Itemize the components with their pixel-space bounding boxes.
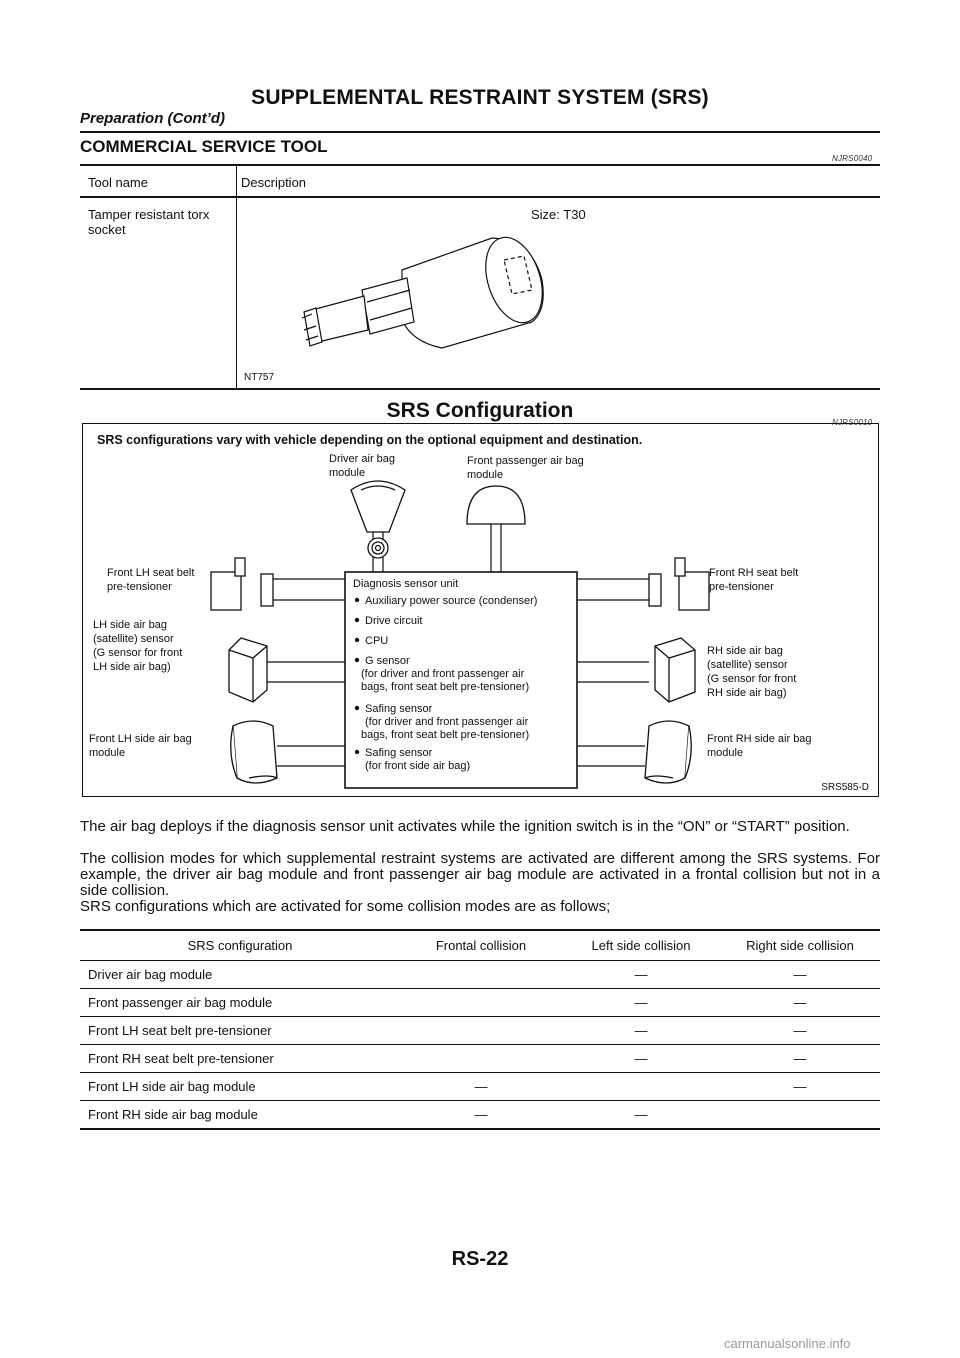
table-cell-right-side: — [720, 961, 880, 989]
label-passenger-1: module [467, 469, 504, 481]
label-rh-sensor-3: RH side air bag) [707, 687, 787, 699]
table-cell-right-side [720, 1101, 880, 1130]
unit-bullet [355, 638, 359, 642]
label-lh-sensor-2: (G sensor for front [93, 647, 183, 659]
label-driver-0: Driver air bag [329, 453, 396, 465]
table-cell-frontal [400, 1045, 562, 1073]
label-rh-pretensioner-1: pre-tensioner [709, 581, 774, 593]
table-top-rule [80, 164, 880, 166]
label-lh-sensor-0: LH side air bag [93, 619, 167, 631]
table-cell-right-side: — [720, 1045, 880, 1073]
srs-activation-table [80, 929, 880, 1130]
unit-item-1: Drive circuit [365, 615, 423, 627]
passenger-air-bag-icon [467, 486, 525, 524]
label-rh-sensor-2: (G sensor for front [707, 673, 797, 685]
unit-bullet [355, 618, 359, 622]
table-row [80, 1045, 880, 1073]
label-passenger-0: Front passenger air bag [467, 455, 584, 467]
table-cell-left-side: — [562, 1101, 720, 1130]
table-cell-frontal [400, 1017, 562, 1045]
table-cell-left-side: — [562, 989, 720, 1017]
table-cell-configuration: Front passenger air bag module [80, 989, 400, 1017]
tool-table-header-description: Description [241, 175, 307, 190]
unit-bullet [355, 750, 359, 754]
table-cell-left-side: — [562, 1045, 720, 1073]
paragraph-deploy: The air bag deploys if the diagnosis sensor unit activates while the ignition switch is in the “ON” or “START” position. [80, 818, 850, 835]
table-header-cell: Left side collision [562, 930, 720, 961]
label-rh-sensor-1: (satellite) sensor [707, 659, 788, 671]
tool-name: Tamper resistant torx socket [88, 207, 210, 237]
label-lh-pretensioner-1: pre-tensioner [107, 581, 172, 593]
lh-pretensioner-icon [211, 558, 273, 610]
table-cell-frontal: — [400, 1073, 562, 1101]
table-cell-configuration: Front LH seat belt pre-tensioner [80, 1017, 400, 1045]
table-cell-left-side: — [562, 1017, 720, 1045]
section-title-service-tool: COMMERCIAL SERVICE TOOL [80, 137, 328, 156]
srs-configuration-diagram [82, 423, 879, 797]
rh-pretensioner-icon [649, 558, 709, 610]
driver-air-bag-icon [351, 481, 405, 558]
unit-item-0: Auxiliary power source (condenser) [365, 595, 538, 607]
tool-table-header-rule [80, 196, 880, 198]
unit-item-4-line-1: (for driver and front passenger air [365, 716, 529, 728]
table-row [80, 961, 880, 989]
table-header-cell: Frontal collision [400, 930, 562, 961]
torx-socket-illustration [242, 230, 562, 370]
rh-side-module-icon [645, 721, 691, 783]
paragraph-collision-modes: The collision modes for which supplemental restraint systems are activated are different among the SRS systems. For example, the driver air bag module and front passenger air bag module are activated in a frontal collision but not in a side collision. [80, 850, 880, 899]
page-header-title: SUPPLEMENTAL RESTRAINT SYSTEM (SRS) [251, 86, 709, 109]
unit-item-2: CPU [365, 635, 389, 647]
table-row [80, 989, 880, 1017]
table-row [80, 1101, 880, 1130]
table-row [80, 1017, 880, 1045]
label-rh-side-module-0: Front RH side air bag [707, 733, 812, 745]
unit-item-5-line-1: (for front side air bag) [365, 760, 471, 772]
label-rh-side-module-1: module [707, 747, 744, 759]
table-cell-right-side: — [720, 989, 880, 1017]
table-cell-right-side: — [720, 1017, 880, 1045]
label-lh-pretensioner-0: Front LH seat belt [107, 567, 195, 579]
unit-item-3-line-2: bags, front seat belt pre-tensioner) [361, 681, 530, 693]
table-cell-left-side [562, 1073, 720, 1101]
page-header-subtitle: Preparation (Cont’d) [80, 110, 225, 127]
label-rh-pretensioner-0: Front RH seat belt [709, 567, 799, 579]
tool-figure-id: NT757 [244, 372, 275, 383]
section-title-srs-configuration: SRS Configuration [386, 399, 574, 422]
table-header-row [80, 930, 880, 961]
tool-table-header-name: Tool name [88, 175, 148, 190]
lh-sensor-icon [229, 638, 267, 702]
label-driver-1: module [329, 467, 366, 479]
tool-table-bottom-rule [80, 388, 880, 390]
configuration-code: NJRS0010 [832, 418, 873, 427]
label-lh-sensor-1: (satellite) sensor [93, 633, 174, 645]
header-rule [80, 131, 880, 133]
table-cell-configuration: Front RH seat belt pre-tensioner [80, 1045, 400, 1073]
tool-size: Size: T30 [531, 207, 586, 222]
diagram-figure-id: SRS585-D [821, 782, 869, 793]
table-cell-frontal [400, 989, 562, 1017]
label-lh-side-module-1: module [89, 747, 126, 759]
lh-side-module-icon [231, 721, 277, 783]
tool-table-divider [236, 166, 237, 388]
unit-bullet [355, 706, 359, 710]
unit-item-5: Safing sensor [365, 747, 433, 759]
unit-bullet [355, 598, 359, 602]
table-row [80, 1073, 880, 1101]
table-cell-frontal: — [400, 1101, 562, 1130]
unit-bullet [355, 658, 359, 662]
unit-title: Diagnosis sensor unit [353, 578, 459, 590]
rh-sensor-icon [655, 638, 695, 702]
table-header-cell: SRS configuration [80, 930, 400, 961]
table-cell-left-side: — [562, 961, 720, 989]
diagram-caption: SRS configurations vary with vehicle depending on the optional equipment and destination. [97, 433, 643, 447]
table-header-cell: Right side collision [720, 930, 880, 961]
table-cell-configuration: Front RH side air bag module [80, 1101, 400, 1130]
label-lh-side-module-0: Front LH side air bag [89, 733, 192, 745]
unit-item-4: Safing sensor [365, 703, 433, 715]
footer-watermark: carmanualsonline.info [724, 1336, 851, 1351]
page-number: RS-22 [451, 1248, 509, 1270]
label-rh-sensor-0: RH side air bag [707, 645, 783, 657]
section-code: NJRS0040 [832, 154, 873, 163]
table-cell-frontal [400, 961, 562, 989]
unit-item-3-line-1: (for driver and front passenger air [361, 668, 525, 680]
unit-item-3: G sensor [365, 655, 410, 667]
table-cell-configuration: Front LH side air bag module [80, 1073, 400, 1101]
label-lh-sensor-3: LH side air bag) [93, 661, 171, 673]
table-cell-right-side: — [720, 1073, 880, 1101]
table-cell-configuration: Driver air bag module [80, 961, 400, 989]
paragraph-table-intro: SRS configurations which are activated for some collision modes are as follows; [80, 898, 611, 915]
unit-item-4-line-2: bags, front seat belt pre-tensioner) [361, 729, 530, 741]
